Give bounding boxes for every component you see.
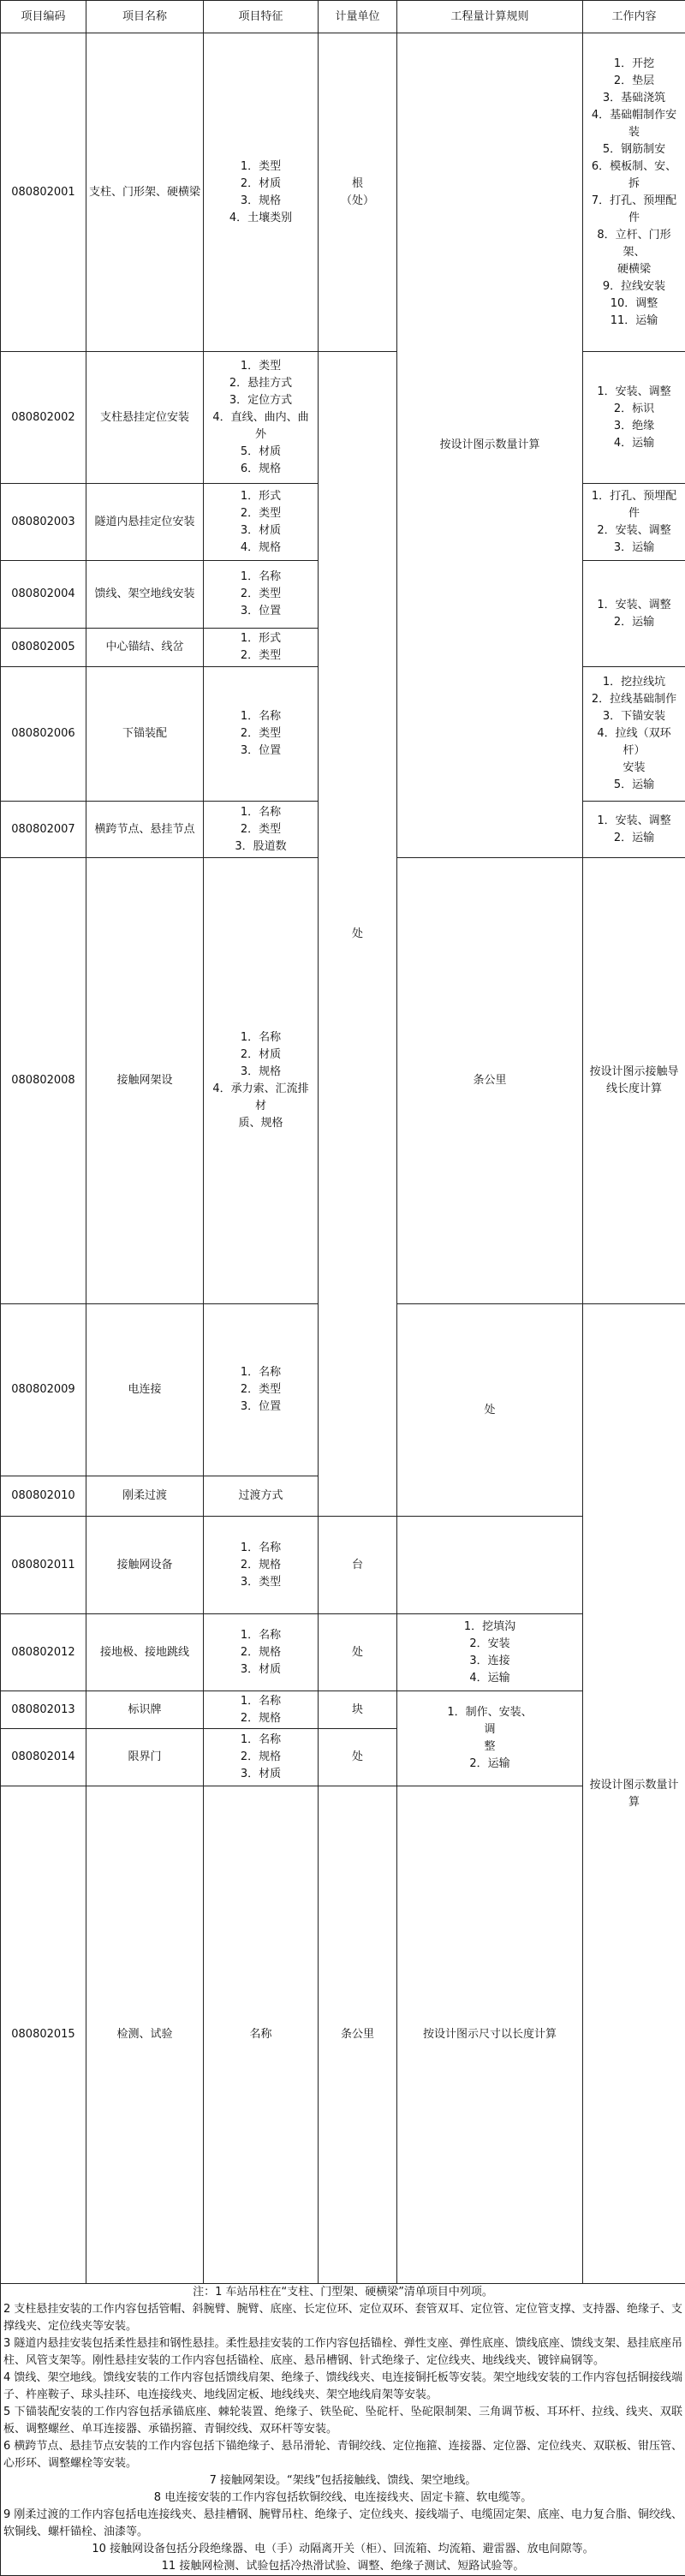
item-features [204, 802, 319, 858]
cell-line: （处） [321, 193, 394, 210]
cell-line: 2．标识 [586, 401, 682, 418]
item-features [204, 33, 319, 352]
cell-line: 整 [400, 1738, 580, 1756]
cell-line: 3．位置 [206, 1398, 315, 1416]
cell-line: 3．运输 [586, 540, 682, 557]
cell-line: 1．名称 [206, 1693, 315, 1710]
item-features: 过渡方式 [204, 1476, 319, 1517]
cell-line: 4．规格 [206, 540, 315, 557]
cell-line: 2．类型 [206, 647, 315, 665]
header-work: 工作内容 [583, 1, 685, 33]
item-name: 支柱悬挂定位安装 [86, 352, 204, 484]
header-code: 项目编码 [1, 1, 86, 33]
item-name: 馈线、架空地线安装 [86, 561, 204, 629]
item-name: 接触网架设 [86, 858, 204, 1304]
cell-line: 1．类型 [206, 358, 315, 375]
item-name: 标识牌 [86, 1691, 204, 1729]
calc-rule: 按设计图示数量计算 [583, 1304, 685, 2284]
item-name: 接地极、接地跳线 [86, 1614, 204, 1691]
cell-line: 3．规格 [206, 193, 315, 210]
item-name: 接触网设备 [86, 1517, 204, 1614]
cell-line: 件 [586, 210, 682, 227]
table-row [1, 1614, 685, 1691]
item-features [204, 1517, 319, 1614]
item-name: 限界门 [86, 1729, 204, 1786]
cell-line: 1．名称 [206, 708, 315, 725]
cell-line: 2．运输 [586, 830, 682, 847]
cell-line: 1．名称 [206, 1732, 315, 1749]
item-name: 电连接 [86, 1304, 204, 1476]
item-features [204, 561, 319, 629]
cell-line: 外 [206, 426, 315, 444]
header-unit: 计量单位 [319, 1, 397, 33]
note-item: 注：1 车站吊柱在“支柱、门型架、硬横梁”清单项目中列项。 [3, 2284, 682, 2301]
cell-line: 材 [206, 1098, 315, 1115]
item-code: 080802003 [1, 484, 86, 561]
work-content [583, 352, 685, 484]
cell-line: 6．规格 [206, 461, 315, 478]
cell-line: 2．规格 [206, 1710, 315, 1727]
item-code: 080802008 [1, 858, 86, 1304]
notes-row [1, 2284, 685, 2576]
cell-line: 2．规格 [206, 1557, 315, 1574]
cell-line: 4．基础帽制作安 [586, 107, 682, 124]
cell-line: 1．挖拉线坑 [586, 674, 682, 691]
cell-line: 1．安装、调整 [586, 384, 682, 401]
cell-line: 2．类型 [206, 821, 315, 838]
work-content [397, 1691, 583, 1786]
item-features [204, 1691, 319, 1729]
cell-line: 1．名称 [206, 1540, 315, 1557]
cell-line: 1．形式 [206, 488, 315, 505]
cell-line: 3．材质 [206, 1661, 315, 1679]
header-row [1, 1, 685, 33]
cell-line: 硬横梁 [586, 261, 682, 278]
work-content [583, 484, 685, 561]
calc-rule: 按设计图示数量计算 [397, 33, 583, 858]
cell-line: 1．名称 [206, 569, 315, 586]
item-unit: 台 [319, 1517, 397, 1614]
cell-line: 2．安装 [400, 1636, 580, 1653]
work-content [583, 561, 685, 667]
note-item: 8 电连接安装的工作内容包括软铜绞线、电连接线夹、固定卡箍、软电缆等。 [3, 2490, 682, 2507]
note-item: 11 接触网检测、试验包括冷热滑试验、调整、绝缘子测试、短路试验等。 [3, 2558, 682, 2575]
note-item: 10 接触网设备包括分段绝缘器、电（手）动隔离开关（柜）、回流箱、均流箱、避雷器、放电间隙等。 [3, 2541, 682, 2558]
cell-line: 根 [321, 176, 394, 193]
note-item: 7 接触网架设。“架线”包括接触线、馈线、架空地线。 [3, 2472, 682, 2490]
work-content [583, 667, 685, 802]
cell-line: 杆） [586, 742, 682, 760]
cell-line: 拆 [586, 176, 682, 193]
calc-rule: 按设计图示接触导线长度计算 [583, 858, 685, 1304]
note-item: 5 下锚装配安装的工作内容包括承锚底座、棘轮装置、绝缘子、铁坠砣、坠砣杆、坠砣限制架、三角调节板、耳环杆、拉线、线夹、双联板、调整螺丝、单耳连接器、承锚拐箍、青铜绞线、双环杆等安装。 [3, 2404, 682, 2438]
item-unit: 处 [319, 1614, 397, 1691]
item-code: 080802011 [1, 1517, 86, 1614]
cell-line: 3．基础浇筑 [586, 90, 682, 107]
header-rule: 工程量计算规则 [397, 1, 583, 33]
item-name: 检测、试验 [86, 1786, 204, 2284]
cell-line: 2．材质 [206, 1046, 315, 1064]
item-code: 080802001 [1, 33, 86, 352]
cell-line: 4．承力索、汇流排 [206, 1081, 315, 1098]
cell-line: 1．打孔、预埋配 [586, 488, 682, 505]
cell-line: 2．类型 [206, 586, 315, 603]
work-content [397, 1614, 583, 1691]
cell-line: 安装 [586, 760, 682, 777]
cell-line: 3．绝缘 [586, 418, 682, 435]
cell-line: 2．运输 [400, 1756, 580, 1773]
cell-line: 5．材质 [206, 444, 315, 461]
cell-line: 5．运输 [586, 777, 682, 794]
item-code: 080802013 [1, 1691, 86, 1729]
item-name: 下锚装配 [86, 667, 204, 802]
cell-line: 1．形式 [206, 630, 315, 647]
item-unit: 条公里 [397, 858, 583, 1304]
item-code: 080802009 [1, 1304, 86, 1476]
item-features [204, 629, 319, 667]
item-code: 080802010 [1, 1476, 86, 1517]
cell-line: 4．运输 [400, 1670, 580, 1687]
note-item: 9 刚柔过渡的工作内容包括电连接线夹、悬挂槽钢、腕臂吊柱、绝缘子、定位线夹、接线端子、电缆固定架、底座、电力复合脂、铜绞线、软铜线、螺杆锚栓、油漆等。 [3, 2507, 682, 2541]
cell-line: 2．垫层 [586, 73, 682, 90]
note-item: 6 横跨节点、悬挂节点安装的工作内容包括下锚绝缘子、悬吊滑轮、青铜绞线、定位拖箍、连接器、定位器、定位线夹、双联板、钳压管、心形环、调整螺栓等安装。 [3, 2438, 682, 2472]
cell-line: 1．安装、调整 [586, 597, 682, 614]
calc-rule: 按设计图示尺寸以长度计算 [397, 1786, 583, 2284]
item-code: 080802012 [1, 1614, 86, 1691]
note-item: 3 隧道内悬挂安装包括柔性悬挂和钢性悬挂。柔性悬挂安装的工作内容包括锚栓、弹性支座、弹性底座、馈线底座、馈线支架、悬挂底座吊柱、风管支架等。刚性悬挂安装的工作内容包括锚栓、底座、悬吊槽钢、针式绝缘子、定位线夹、地线线夹、镀锌扁钢等。 [3, 2335, 682, 2370]
cell-line: 2．规格 [206, 1749, 315, 1766]
item-unit: 处 [319, 1729, 397, 1786]
cell-line: 2．类型 [206, 505, 315, 522]
cell-line: 3．类型 [206, 1574, 315, 1591]
cell-line: 3．材质 [206, 522, 315, 540]
cell-line: 7．打孔、预埋配 [586, 193, 682, 210]
item-name: 中心锚结、线岔 [86, 629, 204, 667]
cell-line: 2．悬挂方式 [206, 375, 315, 392]
item-features: 名称 [204, 1786, 319, 2284]
item-features [204, 858, 319, 1304]
note-item: 4 馈线、架空地线。馈线安装的工作内容包括馈线肩架、绝缘子、馈线线夹、电连接铜托板等安装。架空地线安装的工作内容包括铜接线端子、杵座鞍子、球头挂环、电连接线夹、地线固定板、地线线夹、架空地线肩架等安装。 [3, 2370, 682, 2404]
work-content [583, 802, 685, 858]
item-code: 080802005 [1, 629, 86, 667]
note-item: 2 支柱悬挂安装的工作内容包括管帽、斜腕臂、腕臂、底座、长定位环、定位双环、套管双耳、定位管、定位管支撑、支持器、绝缘子、支撑线夹、定位线夹等安装。 [3, 2301, 682, 2335]
cell-line: 4．运输 [586, 435, 682, 452]
item-features [204, 352, 319, 484]
item-name: 隧道内悬挂定位安装 [86, 484, 204, 561]
cell-line: 架、 [586, 244, 682, 261]
cell-line: 1．名称 [206, 804, 315, 821]
cell-line: 3．股道数 [206, 838, 315, 856]
cell-line: 3．位置 [206, 603, 315, 620]
item-unit: 条公里 [319, 1786, 397, 2284]
cell-line: 5．钢筋制安 [586, 141, 682, 158]
item-features [204, 1614, 319, 1691]
cell-line: 2．类型 [206, 1381, 315, 1398]
cell-line: 3．规格 [206, 1064, 315, 1081]
item-name: 支柱、门形架、硬横梁 [86, 33, 204, 352]
cell-line: 10．调整 [586, 295, 682, 313]
cell-line: 4．直线、曲内、曲 [206, 409, 315, 426]
cell-line: 1．类型 [206, 158, 315, 176]
cell-line: 3．材质 [206, 1766, 315, 1783]
item-code: 080802015 [1, 1786, 86, 2284]
item-unit [319, 33, 397, 352]
cell-line: 8．立杆、门形 [586, 227, 682, 244]
cell-line: 1．安装、调整 [586, 813, 682, 830]
cell-line: 2．类型 [206, 725, 315, 742]
cell-line: 1．挖填沟 [400, 1619, 580, 1636]
cell-line: 3．下锚安装 [586, 708, 682, 725]
table-row [1, 1691, 685, 1729]
table-row [1, 352, 685, 484]
cell-line: 1．制作、安装、 [400, 1704, 580, 1721]
work-content [583, 33, 685, 352]
cell-line: 调 [400, 1721, 580, 1738]
item-code: 080802014 [1, 1729, 86, 1786]
cell-line: 件 [586, 505, 682, 522]
item-unit: 处 [319, 352, 397, 1517]
item-features [204, 484, 319, 561]
cell-line: 1．开挖 [586, 56, 682, 73]
header-name: 项目名称 [86, 1, 204, 33]
cell-line: 3．定位方式 [206, 392, 315, 409]
cell-line: 9．拉线安装 [586, 278, 682, 295]
cell-line: 11．运输 [586, 313, 682, 330]
item-code: 080802006 [1, 667, 86, 802]
cell-line: 4．土壤类别 [206, 210, 315, 227]
item-name: 横跨节点、悬挂节点 [86, 802, 204, 858]
table-row [1, 1786, 685, 2284]
cell-line: 3．连接 [400, 1653, 580, 1670]
table-row [1, 33, 685, 352]
cell-line: 2．运输 [586, 614, 682, 631]
cell-line: 4．拉线（双环 [586, 725, 682, 742]
item-code: 080802004 [1, 561, 86, 629]
cell-line: 1．名称 [206, 1029, 315, 1046]
cell-line: 2．拉线基础制作 [586, 691, 682, 708]
cell-line: 2．安装、调整 [586, 522, 682, 540]
cell-line: 1．名称 [206, 1364, 315, 1381]
item-code: 080802007 [1, 802, 86, 858]
item-features [204, 1729, 319, 1786]
item-name: 刚柔过渡 [86, 1476, 204, 1517]
item-unit: 块 [319, 1691, 397, 1729]
cell-line: 6．模板制、安、 [586, 158, 682, 176]
cell-line: 3．位置 [206, 742, 315, 760]
header-features: 项目特征 [204, 1, 319, 33]
item-features [204, 1304, 319, 1476]
notes-cell [1, 2284, 685, 2576]
cell-line: 2．规格 [206, 1644, 315, 1661]
cell-line: 2．材质 [206, 176, 315, 193]
cell-line: 1．名称 [206, 1627, 315, 1644]
cell-line: 质、规格 [206, 1115, 315, 1132]
item-unit: 处 [397, 1304, 583, 1517]
item-code: 080802002 [1, 352, 86, 484]
item-features [204, 667, 319, 802]
cell-line: 装 [586, 124, 682, 141]
